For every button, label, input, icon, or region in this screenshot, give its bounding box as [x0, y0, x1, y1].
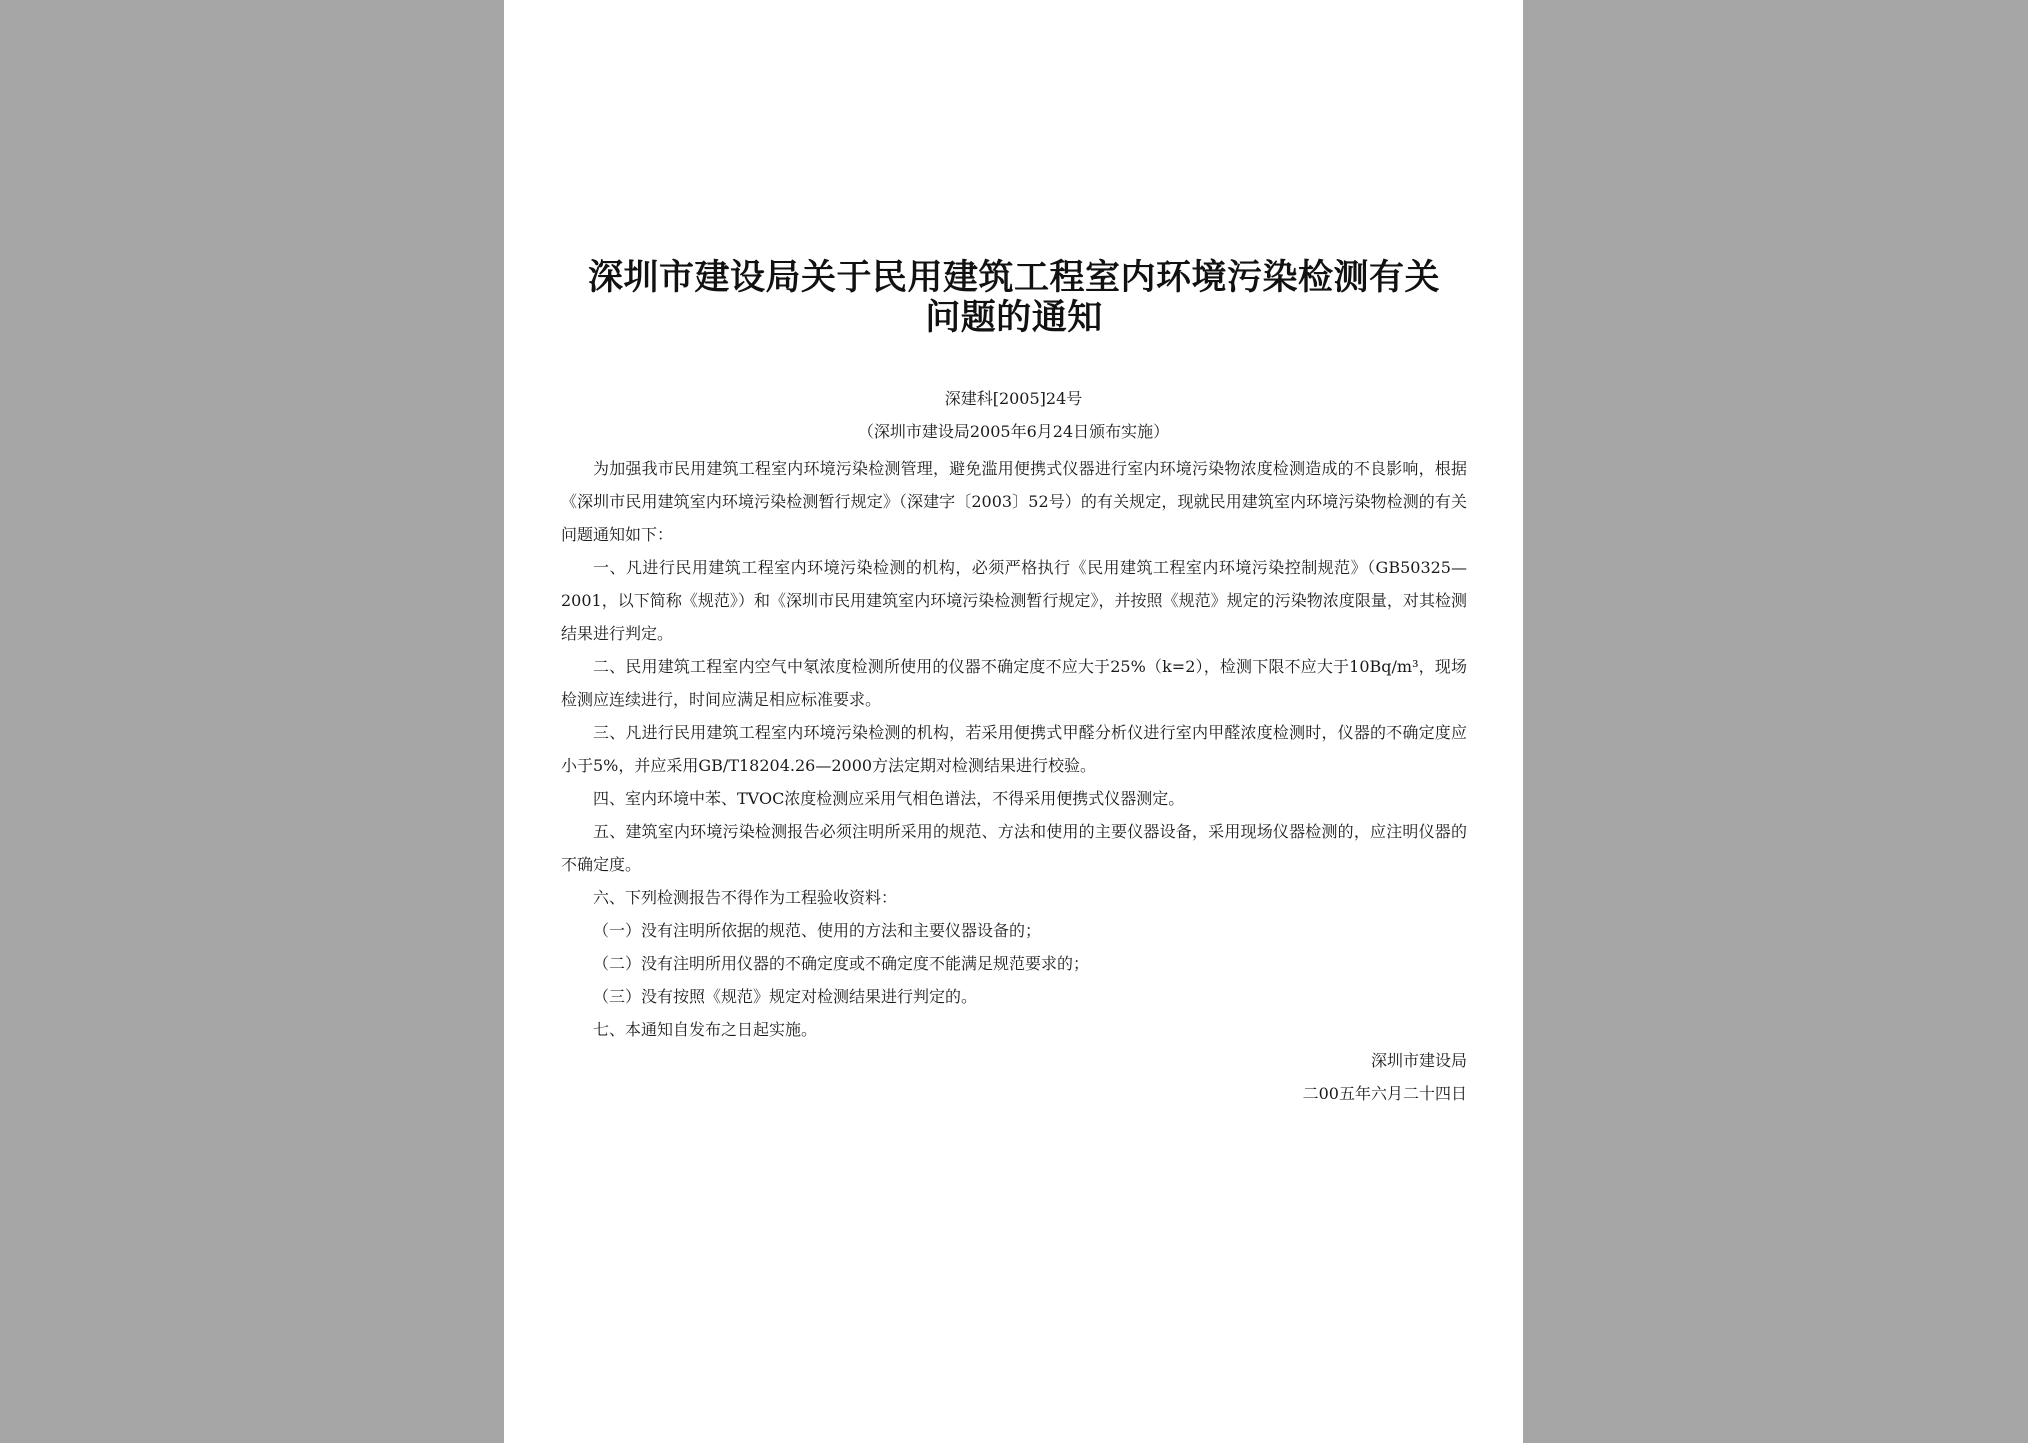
paragraph-subitem-2: （二）没有注明所用仪器的不确定度或不确定度不能满足规范要求的；	[593, 954, 1090, 973]
paragraph-subitem-1: （一）没有注明所依据的规范、使用的方法和主要仪器设备的；	[593, 921, 1042, 940]
paragraph-item-3: 三、凡进行民用建筑工程室内环境污染检测的机构，若采用便携式甲醛分析仪进行室内甲醛浓度检测时，仪器的不确定度应小于5%，并应采用GB/T18204.26—2000方法定期对检测结果进行校验。	[561, 723, 1467, 775]
signature-date: 二00五年六月二十四日	[1302, 1084, 1467, 1103]
signature-issuer: 深圳市建设局	[1370, 1051, 1467, 1070]
document-page	[504, 0, 1523, 1443]
document-title: 深圳市建设局关于民用建筑工程室内环境污染检测有关问题的通知	[587, 258, 1440, 338]
signature-block	[1303, 1044, 1467, 1110]
issued-note: （深圳市建设局2005年6月24日颁布实施）	[857, 422, 1170, 441]
paragraph-intro: 为加强我市民用建筑工程室内环境污染检测管理，避免滥用便携式仪器进行室内环境污染物浓度检测造成的不良影响，根据《深圳市民用建筑室内环境污染检测暂行规定》（深建字〔2003〕52号）的有关规定，现就民用建筑室内环境污染物检测的有关问题通知如下：	[561, 459, 1467, 544]
paragraph-item-1: 一、凡进行民用建筑工程室内环境污染检测的机构，必须严格执行《民用建筑工程室内环境污染控制规范》（GB50325—2001，以下简称《规范》）和《深圳市民用建筑室内环境污染检测暂行规定》，并按照《规范》规定的污染物浓度限量，对其检测结果进行判定。	[561, 558, 1467, 643]
paragraph-item-5: 五、建筑室内环境污染检测报告必须注明所采用的规范、方法和使用的主要仪器设备，采用现场仪器检测的，应注明仪器的不确定度。	[561, 822, 1467, 874]
paragraph-item-7: 七、本通知自发布之日起实施。	[593, 1020, 818, 1039]
document-number: 深建科[2005]24号	[944, 389, 1083, 408]
paragraph-subitem-3: （三）没有按照《规范》规定对检测结果进行判定的。	[593, 987, 978, 1006]
document-body	[561, 452, 1467, 1046]
paragraph-item-6: 六、下列检测报告不得作为工程验收资料：	[593, 888, 898, 907]
paragraph-item-2: 二、民用建筑工程室内空气中氡浓度检测所使用的仪器不确定度不应大于25%（k=2），检测下限不应大于10Bq/m³，现场检测应连续进行，时间应满足相应标准要求。	[561, 657, 1467, 709]
paragraph-item-4: 四、室内环境中苯、TVOC浓度检测应采用气相色谱法，不得采用便携式仪器测定。	[593, 789, 1185, 808]
